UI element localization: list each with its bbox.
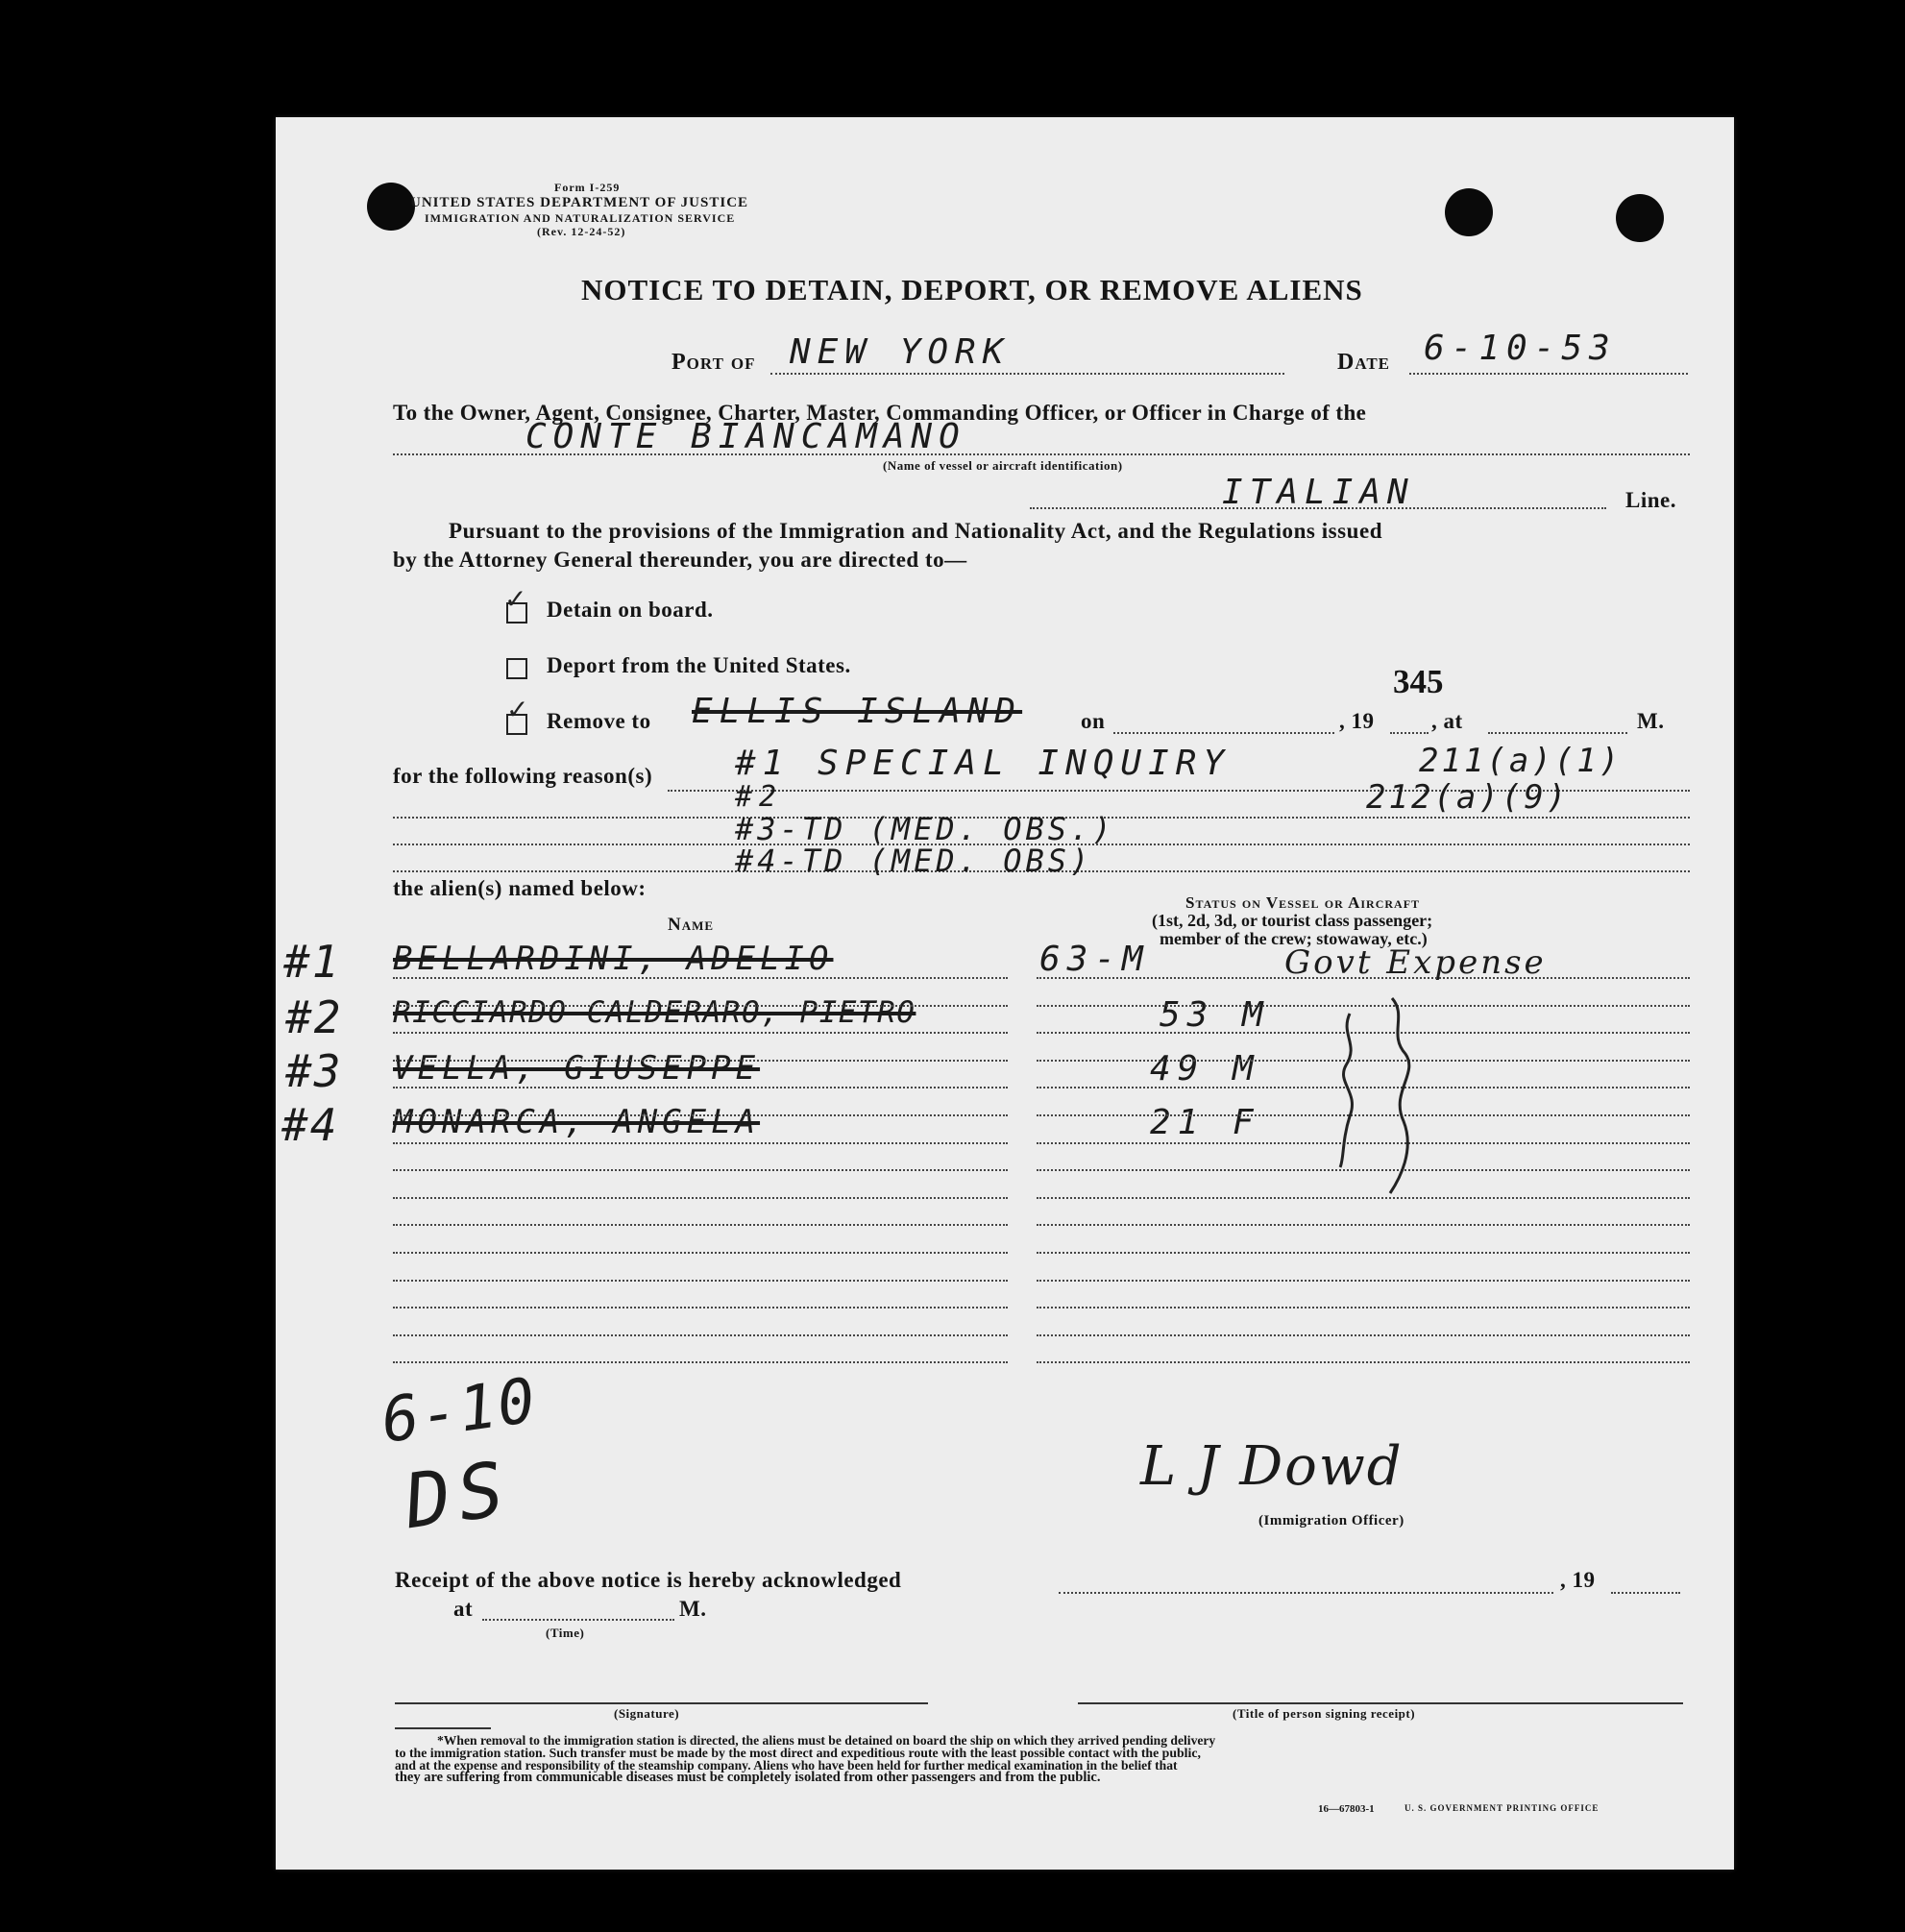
reasons-label: for the following reason(s) bbox=[393, 764, 653, 788]
officer-signature: L J Dowd bbox=[1140, 1435, 1404, 1498]
alien-age-sex-2: 53 M bbox=[1160, 995, 1270, 1035]
alien-name-rule bbox=[393, 1252, 1008, 1254]
alien-name-rule bbox=[393, 1197, 1008, 1199]
punch-hole-right bbox=[1616, 194, 1664, 242]
alien-num-3: #3 bbox=[285, 1045, 343, 1097]
remove-at: , at bbox=[1431, 709, 1463, 733]
alien-name-1: BELLARDINI, ADELIO bbox=[393, 940, 834, 978]
status-subheader-2: member of the crew; stowaway, etc.) bbox=[1160, 929, 1428, 948]
pursuant-text-2: by the Attorney General thereunder, you are directed to— bbox=[393, 548, 967, 572]
signature-rule bbox=[395, 1702, 928, 1704]
status-subheader-1: (1st, 2d, 3d, or tourist class passenger; bbox=[1152, 911, 1433, 930]
footnote-line-1: *When removal to the immigration station is directed, the aliens must be detained on board the ship on which they arrived pending delivery bbox=[437, 1733, 1216, 1748]
alien-name-rule bbox=[393, 1032, 1008, 1034]
alien-name-rule bbox=[393, 1005, 1008, 1007]
deport-checkbox[interactable] bbox=[506, 658, 527, 679]
remove-date-line bbox=[1113, 732, 1334, 734]
remove-option-label: Remove to bbox=[547, 709, 651, 733]
alien-status-rule bbox=[1037, 1361, 1690, 1363]
aliens-label: the alien(s) named below: bbox=[393, 876, 647, 900]
printer-code: 16—67803-1 bbox=[1318, 1803, 1375, 1815]
receipt-time-line bbox=[482, 1619, 674, 1621]
alien-num-2: #2 bbox=[285, 991, 343, 1043]
revision-date: (Rev. 12-24-52) bbox=[537, 225, 626, 238]
port-line bbox=[770, 373, 1284, 375]
vessel-value: CONTE BIANCAMANO bbox=[525, 417, 966, 456]
port-value: NEW YORK bbox=[790, 332, 1011, 372]
alien-name-rule bbox=[393, 977, 1008, 979]
alien-name-rule bbox=[393, 1142, 1008, 1144]
reason-1: #1 SPECIAL INQUIRY bbox=[735, 744, 1232, 783]
alien-name-rule bbox=[393, 1169, 1008, 1171]
remove-checkmark: ✓ bbox=[506, 694, 529, 725]
alien-status-rule bbox=[1037, 977, 1690, 979]
alien-status-1: Govt Expense bbox=[1284, 943, 1547, 982]
alien-status-rule bbox=[1037, 1252, 1690, 1254]
alien-name-rule bbox=[393, 1114, 1008, 1116]
remove-on-label: on bbox=[1081, 709, 1106, 733]
form-number: Form I-259 bbox=[554, 181, 621, 194]
name-header: Name bbox=[668, 915, 715, 935]
alien-status-rule bbox=[1037, 1224, 1690, 1226]
alien-name-rule bbox=[393, 1307, 1008, 1308]
alien-name-rule bbox=[393, 1334, 1008, 1336]
receipt-text: Receipt of the above notice is hereby acknowledged bbox=[395, 1568, 902, 1592]
alien-status-rule bbox=[1037, 1334, 1690, 1336]
department-line: UNITED STATES DEPARTMENT OF JUSTICE bbox=[410, 195, 749, 210]
deport-option-label: Deport from the United States. bbox=[547, 653, 851, 677]
printer-office: U. S. GOVERNMENT PRINTING OFFICE bbox=[1404, 1803, 1600, 1813]
port-label: Port of bbox=[672, 350, 756, 375]
remove-destination: ELLIS ISLAND bbox=[692, 692, 1023, 731]
alien-status-rule bbox=[1037, 1307, 1690, 1308]
footnote-line-4: they are suffering from communicable diseases must be completely isolated from other passengers and from the public. bbox=[395, 1770, 1101, 1785]
alien-num-4: #4 bbox=[281, 1099, 339, 1151]
alien-name-rule bbox=[393, 1087, 1008, 1088]
receipt-m: M. bbox=[679, 1597, 707, 1621]
punch-hole-mid bbox=[1445, 188, 1493, 236]
alien-status-rule bbox=[1037, 1280, 1690, 1282]
alien-name-rule bbox=[393, 1280, 1008, 1282]
margin-note-date: 6-10 bbox=[377, 1365, 542, 1457]
title-caption: (Title of person signing receipt) bbox=[1233, 1706, 1416, 1721]
reason-3: #3-TD (MED. OBS.) bbox=[735, 811, 1115, 847]
title-rule bbox=[1078, 1702, 1683, 1704]
reason-code-2: 212(a)(9) bbox=[1366, 778, 1570, 817]
remove-year: , 19 bbox=[1339, 709, 1375, 733]
punch-hole-left bbox=[367, 183, 415, 231]
receipt-year: , 19 bbox=[1560, 1568, 1596, 1592]
alien-name-rule bbox=[393, 1361, 1008, 1363]
detain-option-label: Detain on board. bbox=[547, 598, 714, 622]
time-caption: (Time) bbox=[546, 1626, 585, 1640]
date-value: 6-10-53 bbox=[1424, 329, 1617, 368]
footnote-line-3: and at the expense and responsibility of the steamship company. Aliens who have been held for further medical examination in the belief that bbox=[395, 1758, 1178, 1773]
officer-caption: (Immigration Officer) bbox=[1258, 1513, 1404, 1528]
reason-code-1: 211(a)(1) bbox=[1419, 742, 1623, 780]
line-label: Line. bbox=[1625, 488, 1676, 512]
remove-time-line bbox=[1488, 732, 1627, 734]
footnote-line-2: to the immigration station. Such transfer must be made by the most direct and expeditious route with the least possible contact with the public, bbox=[395, 1746, 1201, 1760]
status-header: Status on Vessel or Aircraft bbox=[1185, 893, 1421, 912]
alien-name-3: VELLA, GIUSEPPE bbox=[393, 1049, 761, 1088]
footnote-rule bbox=[395, 1727, 491, 1729]
reason-4: #4-TD (MED. OBS) bbox=[735, 843, 1093, 879]
alien-age-sex-1: 63-M bbox=[1039, 940, 1150, 979]
vessel-caption: (Name of vessel or aircraft identification) bbox=[883, 458, 1123, 473]
receipt-at: at bbox=[453, 1597, 474, 1621]
alien-age-sex-3: 49 M bbox=[1150, 1049, 1260, 1088]
service-line: IMMIGRATION AND NATURALIZATION SERVICE bbox=[425, 211, 736, 225]
date-line bbox=[1409, 373, 1688, 375]
alien-name-rule bbox=[393, 1060, 1008, 1062]
stamp-number: 345 bbox=[1393, 663, 1444, 700]
form-page bbox=[276, 117, 1734, 1870]
status-brackets bbox=[1332, 996, 1429, 1198]
detain-checkmark: ✓ bbox=[504, 583, 527, 615]
remove-m: M. bbox=[1637, 709, 1665, 733]
receipt-year-line bbox=[1611, 1592, 1680, 1594]
pursuant-text-1: Pursuant to the provisions of the Immigration and Nationality Act, and the Regulations issued bbox=[449, 519, 1383, 543]
form-title: NOTICE TO DETAIN, DEPORT, OR REMOVE ALIENS bbox=[581, 273, 1363, 306]
alien-name-2: RICCIARDO CALDERARO, PIETRO bbox=[393, 995, 916, 1030]
alien-num-1: #1 bbox=[283, 936, 341, 988]
receipt-date-line bbox=[1059, 1592, 1553, 1594]
addressee-line: To the Owner, Agent, Consignee, Charter, Master, Commanding Officer, or Officer in Charge of the bbox=[393, 401, 1367, 425]
alien-name-4: MONARCA, ANGELA bbox=[393, 1103, 761, 1141]
signature-caption: (Signature) bbox=[614, 1706, 680, 1721]
alien-age-sex-4: 21 F bbox=[1150, 1103, 1260, 1142]
reason-2: #2 bbox=[735, 780, 784, 814]
remove-year-line bbox=[1390, 732, 1429, 734]
alien-name-rule bbox=[393, 1224, 1008, 1226]
date-label: Date bbox=[1337, 350, 1391, 375]
line-value: ITALIAN bbox=[1222, 473, 1415, 512]
margin-note-initials: DS bbox=[400, 1445, 517, 1547]
